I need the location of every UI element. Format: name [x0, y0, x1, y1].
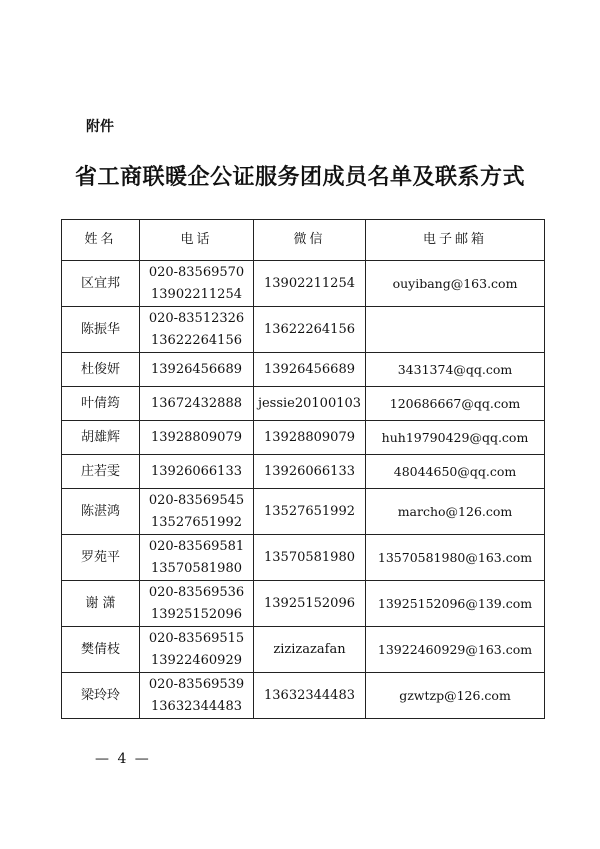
member-name: 庄若雯: [62, 455, 140, 489]
member-phone: 020-83569581: [148, 538, 245, 554]
member-email: [366, 307, 545, 353]
page-number: — 4 —: [95, 751, 151, 767]
member-phone: 13570581980: [151, 560, 242, 576]
member-name: 谢 潇: [62, 581, 140, 627]
member-name: 梁玲玲: [62, 673, 140, 719]
member-phone-cell: [140, 353, 254, 387]
table-row: [62, 307, 545, 353]
member-name: 胡雄辉: [62, 421, 140, 455]
member-phone: 13925152096: [151, 606, 242, 622]
member-wechat: 13928809079: [254, 421, 366, 455]
member-phone-cell: [140, 535, 254, 581]
member-phone-cell: [140, 581, 254, 627]
member-name: 罗苑平: [62, 535, 140, 581]
member-phone: 020-83569536: [148, 584, 245, 600]
member-phone: 13928809079: [151, 429, 242, 445]
attachment-label: 附件: [86, 119, 114, 135]
header-email: 电子邮箱: [366, 220, 545, 261]
member-wechat: 13902211254: [254, 261, 366, 307]
member-name: 樊倩枝: [62, 627, 140, 673]
member-email: 13570581980@163.com: [366, 535, 545, 581]
member-name: 区宜邦: [62, 261, 140, 307]
member-wechat: 13632344483: [254, 673, 366, 719]
member-email: ouyibang@163.com: [366, 261, 545, 307]
member-wechat: 13527651992: [254, 489, 366, 535]
member-phone: 13902211254: [151, 286, 242, 302]
member-wechat: 13926456689: [254, 353, 366, 387]
member-email: 13925152096@139.com: [366, 581, 545, 627]
member-phone: 13622264156: [151, 332, 242, 348]
member-rows: [62, 261, 545, 719]
table-row: [62, 421, 545, 455]
member-email: gzwtzp@126.com: [366, 673, 545, 719]
member-phone-cell: [140, 387, 254, 421]
member-phone: 13922460929: [151, 652, 242, 668]
table-row: [62, 581, 545, 627]
member-wechat: 13925152096: [254, 581, 366, 627]
member-phone-cell: [140, 261, 254, 307]
member-phone: 13672432888: [151, 395, 242, 411]
header-phone: 电话: [140, 220, 254, 261]
member-phone: 13926066133: [151, 463, 242, 479]
table-row: [62, 387, 545, 421]
member-email: 48044650@qq.com: [366, 455, 545, 489]
member-phone: 13527651992: [151, 514, 242, 530]
member-contact-table: [61, 219, 545, 719]
header-name: 姓名: [62, 220, 140, 261]
table-row: [62, 673, 545, 719]
member-name: 陈振华: [62, 307, 140, 353]
table-row: [62, 353, 545, 387]
table-row: [62, 261, 545, 307]
table-row: [62, 455, 545, 489]
header-wechat: 微信: [254, 220, 366, 261]
table-row: [62, 535, 545, 581]
member-phone-cell: [140, 421, 254, 455]
table-row: [62, 489, 545, 535]
member-phone-cell: [140, 455, 254, 489]
member-wechat: zizizazafan: [254, 627, 366, 673]
member-phone: 020-83569545: [148, 492, 245, 508]
member-phone-cell: [140, 489, 254, 535]
document-title: 省工商联暖企公证服务团成员名单及联系方式: [74, 165, 525, 190]
member-name: 陈湛鸿: [62, 489, 140, 535]
member-wechat: 13570581980: [254, 535, 366, 581]
member-wechat: 13622264156: [254, 307, 366, 353]
member-email: 13922460929@163.com: [366, 627, 545, 673]
member-phone: 020-83569570: [148, 264, 245, 280]
member-phone-cell: [140, 673, 254, 719]
member-phone: 020-83569539: [148, 676, 245, 692]
member-wechat: 13926066133: [254, 455, 366, 489]
member-phone: 13926456689: [151, 361, 242, 377]
member-phone: 020-83569515: [148, 630, 245, 646]
member-email: 120686667@qq.com: [366, 387, 545, 421]
member-name: 叶倩筠: [62, 387, 140, 421]
table-row: [62, 627, 545, 673]
member-email: huh19790429@qq.com: [366, 421, 545, 455]
member-phone: 13632344483: [151, 698, 242, 714]
member-name: 杜俊妍: [62, 353, 140, 387]
member-email: 3431374@qq.com: [366, 353, 545, 387]
table-header-row: [62, 220, 545, 261]
member-phone: 020-83512326: [148, 310, 245, 326]
member-wechat: jessie20100103: [254, 387, 366, 421]
member-email: marcho@126.com: [366, 489, 545, 535]
member-phone-cell: [140, 627, 254, 673]
member-phone-cell: [140, 307, 254, 353]
